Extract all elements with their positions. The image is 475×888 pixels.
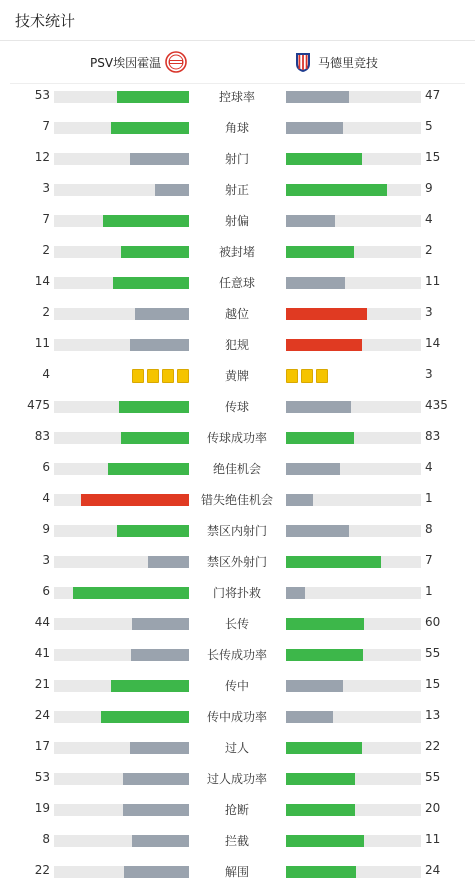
away-bar-track xyxy=(286,680,421,692)
home-stat-value: 41 xyxy=(34,646,50,660)
home-bar-track xyxy=(54,308,189,320)
away-stat-value: 22 xyxy=(425,739,441,753)
home-stat-value: 19 xyxy=(34,801,50,815)
away-stat-value: 14 xyxy=(425,336,441,350)
stat-row xyxy=(0,210,475,230)
home-stat-value: 8 xyxy=(42,832,50,846)
away-bar-track xyxy=(286,277,421,289)
home-bar-track xyxy=(54,91,189,103)
away-stat-value: 55 xyxy=(425,646,441,660)
stats-header xyxy=(0,0,475,41)
away-bar-track xyxy=(286,122,421,134)
stat-row xyxy=(0,365,475,385)
away-bar-track xyxy=(286,649,421,661)
stat-row xyxy=(0,272,475,292)
away-bar-fill xyxy=(286,649,363,661)
away-bar-fill xyxy=(286,463,340,475)
away-stat-value: 3 xyxy=(425,305,433,319)
away-stat-value: 13 xyxy=(425,708,441,722)
home-bar-fill xyxy=(124,866,189,878)
away-bar-track xyxy=(286,153,421,165)
away-bar-fill xyxy=(286,742,362,754)
home-bar-fill xyxy=(130,153,189,165)
away-bar-fill xyxy=(286,556,381,568)
home-yellow-cards xyxy=(132,369,189,383)
stat-label: 越位 xyxy=(224,307,249,321)
stat-row xyxy=(0,768,475,788)
away-bar-fill xyxy=(286,494,313,506)
stat-label: 任意球 xyxy=(218,276,255,290)
away-stat-value: 3 xyxy=(425,367,433,381)
away-bar-track xyxy=(286,339,421,351)
home-bar-fill xyxy=(111,680,189,692)
away-stat-value: 55 xyxy=(425,770,441,784)
away-bar-fill xyxy=(286,587,305,599)
home-bar-track xyxy=(54,215,189,227)
stat-label: 过人 xyxy=(224,741,249,755)
home-bar-track xyxy=(54,773,189,785)
home-bar-fill xyxy=(81,494,189,506)
away-bar-fill xyxy=(286,804,355,816)
away-yellow-cards xyxy=(286,369,328,383)
home-bar-track xyxy=(54,680,189,692)
stat-label: 传球成功率 xyxy=(206,431,267,445)
home-bar-track xyxy=(54,432,189,444)
away-bar-track xyxy=(286,587,421,599)
home-bar-fill xyxy=(119,401,189,413)
home-bar-track xyxy=(54,618,189,630)
home-bar-track xyxy=(54,587,189,599)
home-stat-value: 4 xyxy=(42,491,50,505)
home-bar-fill xyxy=(132,618,189,630)
page-title: 技术统计 xyxy=(15,12,76,30)
away-bar-track xyxy=(286,401,421,413)
away-bar-fill xyxy=(286,401,351,413)
home-bar-track xyxy=(54,649,189,661)
home-bar-track xyxy=(54,494,189,506)
home-stat-value: 7 xyxy=(42,212,50,226)
away-bar-fill xyxy=(286,773,355,785)
home-bar-track xyxy=(54,246,189,258)
away-team-name: 马德里竞技 xyxy=(318,55,379,70)
yellow-card-icon xyxy=(132,369,144,383)
home-stat-value: 11 xyxy=(34,336,50,350)
home-stat-value: 22 xyxy=(34,863,50,877)
yellow-card-icon xyxy=(177,369,189,383)
away-bar-track xyxy=(286,742,421,754)
stat-label: 角球 xyxy=(224,121,249,135)
stat-row xyxy=(0,148,475,168)
stat-label: 禁区内射门 xyxy=(206,524,267,538)
yellow-card-icon xyxy=(162,369,174,383)
stat-row xyxy=(0,117,475,137)
home-bar-fill xyxy=(101,711,189,723)
home-bar-fill xyxy=(113,277,189,289)
home-team-name: PSV埃因霍温 xyxy=(90,55,162,70)
home-stat-value: 17 xyxy=(34,739,50,753)
yellow-card-icon xyxy=(286,369,298,383)
stat-row xyxy=(0,861,475,881)
home-bar-track xyxy=(54,835,189,847)
away-bar-track xyxy=(286,835,421,847)
away-bar-track xyxy=(286,494,421,506)
home-bar-track xyxy=(54,866,189,878)
stat-row xyxy=(0,644,475,664)
stat-row xyxy=(0,582,475,602)
away-bar-track xyxy=(286,308,421,320)
away-bar-fill xyxy=(286,525,349,537)
away-bar-track xyxy=(286,711,421,723)
home-stat-value: 2 xyxy=(42,243,50,257)
teams-header xyxy=(10,41,465,84)
away-stat-value: 1 xyxy=(425,491,433,505)
away-stat-value: 11 xyxy=(425,832,441,846)
home-bar-fill xyxy=(130,339,189,351)
away-bar-fill xyxy=(286,277,345,289)
atletico-crest-icon xyxy=(292,51,314,73)
stat-row xyxy=(0,458,475,478)
away-bar-fill xyxy=(286,184,387,196)
home-bar-track xyxy=(54,804,189,816)
away-stat-value: 11 xyxy=(425,274,441,288)
home-stat-value: 3 xyxy=(42,181,50,195)
home-bar-fill xyxy=(111,122,189,134)
away-stat-value: 20 xyxy=(425,801,441,815)
home-stat-value: 44 xyxy=(34,615,50,629)
stat-label: 射正 xyxy=(224,183,249,197)
home-bar-fill xyxy=(103,215,189,227)
away-bar-fill xyxy=(286,432,354,444)
away-stat-value: 8 xyxy=(425,522,433,536)
away-stat-value: 83 xyxy=(425,429,441,443)
away-bar-fill xyxy=(286,711,333,723)
stat-label: 禁区外射门 xyxy=(206,555,267,569)
home-bar-track xyxy=(54,401,189,413)
away-stat-value: 4 xyxy=(425,460,433,474)
home-stat-value: 21 xyxy=(34,677,50,691)
home-team[interactable] xyxy=(90,41,187,83)
home-bar-track xyxy=(54,556,189,568)
yellow-card-icon xyxy=(316,369,328,383)
away-bar-fill xyxy=(286,246,354,258)
away-bar-fill xyxy=(286,91,349,103)
stat-row xyxy=(0,86,475,106)
home-stat-value: 475 xyxy=(27,398,50,412)
stat-label: 长传 xyxy=(224,617,249,631)
home-bar-fill xyxy=(131,649,189,661)
home-bar-track xyxy=(54,184,189,196)
away-bar-track xyxy=(286,246,421,258)
stat-row xyxy=(0,179,475,199)
home-bar-fill xyxy=(108,463,189,475)
away-stat-value: 15 xyxy=(425,150,441,164)
stat-row xyxy=(0,737,475,757)
stat-label: 解围 xyxy=(224,865,249,879)
away-stat-value: 60 xyxy=(425,615,441,629)
home-bar-track xyxy=(54,742,189,754)
away-bar-fill xyxy=(286,153,362,165)
away-bar-track xyxy=(286,432,421,444)
home-stat-value: 7 xyxy=(42,119,50,133)
stat-label: 传中成功率 xyxy=(206,710,267,724)
stat-row xyxy=(0,489,475,509)
home-bar-fill xyxy=(130,742,189,754)
stat-label: 错失绝佳机会 xyxy=(200,493,273,507)
home-bar-track xyxy=(54,153,189,165)
away-stat-value: 9 xyxy=(425,181,433,195)
away-bar-fill xyxy=(286,618,364,630)
stat-row xyxy=(0,675,475,695)
stat-label: 传球 xyxy=(224,400,249,414)
away-team[interactable] xyxy=(292,41,378,83)
away-bar-fill xyxy=(286,122,343,134)
home-bar-fill xyxy=(123,773,189,785)
home-stat-value: 14 xyxy=(34,274,50,288)
home-bar-fill xyxy=(73,587,189,599)
stat-row xyxy=(0,334,475,354)
away-bar-track xyxy=(286,618,421,630)
away-stat-value: 1 xyxy=(425,584,433,598)
away-stat-value: 5 xyxy=(425,119,433,133)
away-bar-track xyxy=(286,463,421,475)
home-stat-value: 53 xyxy=(34,88,50,102)
away-bar-track xyxy=(286,91,421,103)
home-stat-value: 53 xyxy=(34,770,50,784)
away-bar-track xyxy=(286,866,421,878)
away-bar-track xyxy=(286,804,421,816)
away-stat-value: 7 xyxy=(425,553,433,567)
away-bar-track xyxy=(286,556,421,568)
stat-label: 被封堵 xyxy=(218,245,255,259)
stat-label: 绝佳机会 xyxy=(212,462,261,476)
stat-label: 过人成功率 xyxy=(206,772,267,786)
stat-row xyxy=(0,830,475,850)
away-bar-fill xyxy=(286,339,362,351)
home-bar-fill xyxy=(117,91,189,103)
home-bar-fill xyxy=(132,835,189,847)
home-stat-value: 6 xyxy=(42,584,50,598)
away-bar-track xyxy=(286,525,421,537)
home-bar-fill xyxy=(135,308,189,320)
home-stat-value: 9 xyxy=(42,522,50,536)
away-bar-fill xyxy=(286,866,356,878)
home-bar-track xyxy=(54,525,189,537)
home-bar-fill xyxy=(148,556,189,568)
home-stat-value: 2 xyxy=(42,305,50,319)
stat-label: 射偏 xyxy=(224,214,249,228)
stat-label: 传中 xyxy=(224,679,249,693)
away-stat-value: 15 xyxy=(425,677,441,691)
home-stat-value: 24 xyxy=(34,708,50,722)
away-bar-fill xyxy=(286,680,343,692)
away-bar-fill xyxy=(286,308,367,320)
stat-row xyxy=(0,799,475,819)
stat-label: 控球率 xyxy=(218,90,255,104)
away-stat-value: 435 xyxy=(425,398,448,412)
psv-crest-icon xyxy=(165,51,187,73)
stat-row xyxy=(0,303,475,323)
stat-row xyxy=(0,396,475,416)
home-bar-track xyxy=(54,122,189,134)
stat-row xyxy=(0,241,475,261)
stat-row xyxy=(0,427,475,447)
away-bar-fill xyxy=(286,835,364,847)
stat-label: 犯规 xyxy=(224,338,249,352)
stat-label: 射门 xyxy=(224,152,249,166)
stat-label: 门将扑救 xyxy=(212,586,261,600)
stat-row xyxy=(0,613,475,633)
home-bar-fill xyxy=(121,246,189,258)
stat-label: 抢断 xyxy=(224,803,249,817)
home-stat-value: 6 xyxy=(42,460,50,474)
stat-label: 拦截 xyxy=(224,834,249,848)
yellow-card-icon xyxy=(147,369,159,383)
home-bar-track xyxy=(54,277,189,289)
home-bar-track xyxy=(54,339,189,351)
away-stat-value: 24 xyxy=(425,863,441,877)
home-bar-track xyxy=(54,463,189,475)
yellow-card-icon xyxy=(301,369,313,383)
away-bar-track xyxy=(286,773,421,785)
home-stat-value: 12 xyxy=(34,150,50,164)
away-bar-track xyxy=(286,184,421,196)
stat-label: 长传成功率 xyxy=(206,648,267,662)
home-bar-fill xyxy=(121,432,189,444)
home-bar-fill xyxy=(117,525,189,537)
home-stat-value: 83 xyxy=(34,429,50,443)
stat-row xyxy=(0,706,475,726)
away-stat-value: 2 xyxy=(425,243,433,257)
home-bar-fill xyxy=(123,804,189,816)
home-stat-value: 3 xyxy=(42,553,50,567)
away-bar-fill xyxy=(286,215,335,227)
away-bar-track xyxy=(286,215,421,227)
away-stat-value: 47 xyxy=(425,88,441,102)
home-stat-value: 4 xyxy=(42,367,50,381)
home-bar-fill xyxy=(155,184,189,196)
stat-row xyxy=(0,520,475,540)
away-stat-value: 4 xyxy=(425,212,433,226)
home-bar-track xyxy=(54,711,189,723)
stat-label: 黄牌 xyxy=(224,369,249,383)
stat-row xyxy=(0,551,475,571)
